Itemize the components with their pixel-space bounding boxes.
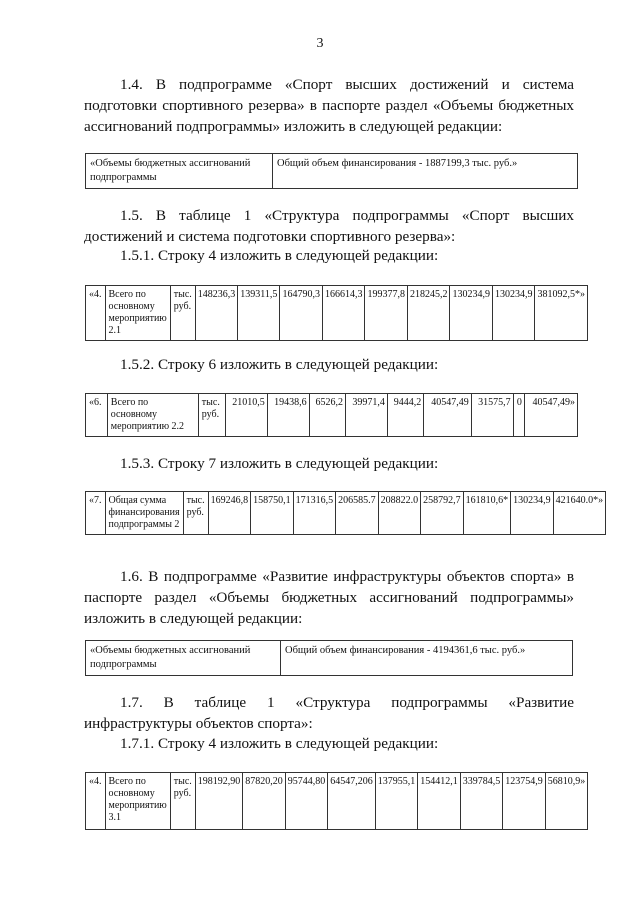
value-cell: 40547,49» [524,394,577,437]
row-desc-cell: Всего по основному мероприятию 2.2 [107,394,198,437]
value-cell: 6526,2 [309,394,345,437]
row-table-4-subprogram-3 [85,772,588,830]
value-cell: 0 [513,394,524,437]
value-cell: 87820,20 [243,773,286,830]
value-cell: 130234,9 [492,286,535,341]
value-cell: 381092,5*» [535,286,588,341]
value-cell: 64547,206 [328,773,376,830]
row-unit-cell: тыс. руб. [170,773,195,830]
paragraph-1-7-1: 1.7.1. Строку 4 изложить в следующей редакции: [120,735,439,752]
row-table-4-subprogram-2 [85,285,588,341]
value-cell: 206585.7 [336,492,379,535]
page-number: 3 [316,36,324,51]
row-number-cell: «4. [86,773,106,830]
paragraph-1-5-1: 1.5.1. Строку 4 изложить в следующей редакции: [120,247,439,264]
table-row [86,492,606,535]
value-cell: 218245,2 [407,286,450,341]
row-desc-cell: Всего по основному мероприятию 3.1 [105,773,170,830]
budget-table-1 [85,153,578,189]
row-desc-cell: Всего по основному мероприятию 2.1 [105,286,170,341]
budget-label-cell: «Объемы бюджетных ассигнований подпрограммы [86,641,281,676]
row-number-cell: «4. [86,286,106,341]
value-cell: 339784,5 [460,773,503,830]
paragraph-1-5-2: 1.5.2. Строку 6 изложить в следующей редакции: [120,356,439,373]
value-cell: 208822.0 [378,492,421,535]
value-cell: 421640.0*» [553,492,606,535]
row-table-7 [85,491,606,535]
value-cell: 171316,5 [293,492,336,535]
value-cell: 158750,1 [251,492,294,535]
row-unit-cell: тыс. руб. [170,286,195,341]
value-cell: 198192,90 [195,773,243,830]
paragraph-1-6: 1.6. В подпрограмме «Развитие инфраструктуры объектов спорта» в паспорте раздел «Объемы бюджетных ассигнований подпрограммы» изложить в следующей редакции: [84,568,574,627]
value-cell: 166614,3 [322,286,365,341]
value-cell: 137955,1 [375,773,418,830]
row-unit-cell: тыс. руб. [183,492,208,535]
table-row [86,773,588,830]
value-cell: 148236,3 [195,286,238,341]
table-row [86,154,578,189]
value-cell: 40547,49 [424,394,472,437]
value-cell: 95744,80 [285,773,328,830]
paragraph-1-7: 1.7. В таблице 1 «Структура подпрограммы «Развитие инфраструктуры объектов спорта»: [84,694,574,732]
value-cell: 123754,9 [503,773,546,830]
row-number-cell: «6. [86,394,108,437]
budget-table-2 [85,640,573,676]
value-cell: 139311,5 [238,286,280,341]
value-cell: 154412,1 [418,773,461,830]
paragraph-1-5: 1.5. В таблице 1 «Структура подпрограммы «Спорт высших достижений и система подготовки спортивного резерва»: [84,207,574,245]
row-unit-cell: тыс. руб. [198,394,225,437]
value-cell: 39971,4 [345,394,387,437]
value-cell: 199377,8 [365,286,408,341]
value-cell: 9444,2 [387,394,423,437]
value-cell: 19438,6 [267,394,309,437]
value-cell: 164790,3 [280,286,323,341]
paragraph-1-4: 1.4. В подпрограмме «Спорт высших достижений и система подготовки спортивного резерва» в паспорте раздел «Объемы бюджетных ассигнований подпрограммы» изложить в следующей редакции: [84,76,574,135]
budget-label-cell: «Объемы бюджетных ассигнований подпрограммы [86,154,273,189]
table-row [86,286,588,341]
value-cell: 130234,9 [450,286,493,341]
value-cell: 258792,7 [421,492,464,535]
value-cell: 161810,6* [463,492,511,535]
row-number-cell: «7. [86,492,106,535]
value-cell: 31575,7 [471,394,513,437]
row-desc-cell: Общая сумма финансирования подпрограммы 2 [105,492,183,535]
value-cell: 130234,9 [511,492,554,535]
budget-value-cell: Общий объем финансирования - 1887199,3 тыс. руб.» [273,154,578,189]
budget-value-cell: Общий объем финансирования - 4194361,6 тыс. руб.» [281,641,573,676]
value-cell: 56810,9» [545,773,588,830]
paragraph-1-5-3: 1.5.3. Строку 7 изложить в следующей редакции: [120,455,439,472]
table-row [86,641,573,676]
row-table-6 [85,393,578,437]
value-cell: 169246,8 [208,492,251,535]
table-row [86,394,578,437]
value-cell: 21010,5 [225,394,267,437]
